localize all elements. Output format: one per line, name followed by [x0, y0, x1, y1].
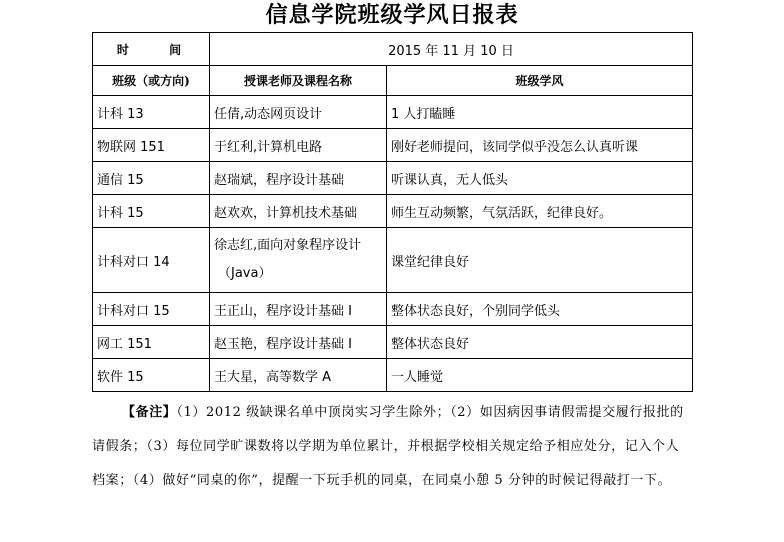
style-cell: 刚好老师提问，该同学似乎没怎么认真听课	[387, 129, 693, 162]
report-date: 2015 年 11 月 10 日	[210, 33, 693, 66]
page-title: 信息学院班级学风日报表	[265, 2, 519, 28]
style-cell: 1 人打瞌睡	[387, 96, 693, 129]
style-cell: 一人睡觉	[387, 359, 693, 392]
style-cell: 整体状态良好	[387, 326, 693, 359]
report-table	[92, 32, 693, 392]
header-style: 班级学风	[387, 66, 693, 96]
table-row	[93, 96, 693, 129]
table-row	[93, 359, 693, 392]
style-cell: 整体状态良好，个别同学低头	[387, 293, 693, 326]
style-cell: 师生互动频繁，气氛活跃，纪律良好。	[387, 195, 693, 228]
teacher-course-line-2: （Java）	[218, 266, 272, 281]
time-row	[93, 33, 693, 66]
header-class: 班级（或方向)	[93, 66, 210, 96]
header-row	[93, 66, 693, 96]
table-row	[93, 195, 693, 228]
teacher-course-cell: 王大星，高等数学 A	[210, 359, 387, 392]
class-cell: 物联网 151	[93, 129, 210, 162]
teacher-course-cell: 赵玉艳，程序设计基础 I	[210, 326, 387, 359]
teacher-course-line-1: 徐志红,面向对象程序设计	[214, 238, 362, 253]
teacher-course-cell: 赵瑞斌，程序设计基础	[210, 162, 387, 195]
class-cell: 计科对口 14	[93, 228, 210, 293]
table-row	[93, 326, 693, 359]
table-row	[93, 228, 693, 293]
header-teacher-course: 授课老师及课程名称	[210, 66, 387, 96]
table-row	[93, 162, 693, 195]
class-cell: 网工 151	[93, 326, 210, 359]
teacher-course-cell: 王正山，程序设计基础 I	[210, 293, 387, 326]
remark-tag: 【备注】	[122, 405, 177, 420]
teacher-course-cell: 于红利,计算机电路	[210, 129, 387, 162]
class-cell: 计科 15	[93, 195, 210, 228]
class-cell: 通信 15	[93, 162, 210, 195]
remark-text: （1）2012 级缺课名单中顶岗实习学生除外；（2）如因病因事请假需提交履行报批的请假条；（3）每位同学旷课数将以学期为单位累计，并根据学校相关规定给予相应处分，记入个人档案；（4）做好“同桌的你”，提醒一下玩手机的同桌，在同桌小憩 5 分钟的时候记得敲打一下。	[92, 405, 684, 488]
remark-note	[92, 396, 692, 498]
teacher-course-cell: 赵欢欢，计算机技术基础	[210, 195, 387, 228]
teacher-course-cell: 任倩,动态网页设计	[210, 96, 387, 129]
style-cell: 听课认真，无人低头	[387, 162, 693, 195]
teacher-course-cell	[210, 228, 387, 293]
class-cell: 计科对口 15	[93, 293, 210, 326]
class-cell: 软件 15	[93, 359, 210, 392]
time-label: 时 间	[93, 33, 210, 66]
class-cell: 计科 13	[93, 96, 210, 129]
table-row	[93, 293, 693, 326]
style-cell: 课堂纪律良好	[387, 228, 693, 293]
table-row	[93, 129, 693, 162]
